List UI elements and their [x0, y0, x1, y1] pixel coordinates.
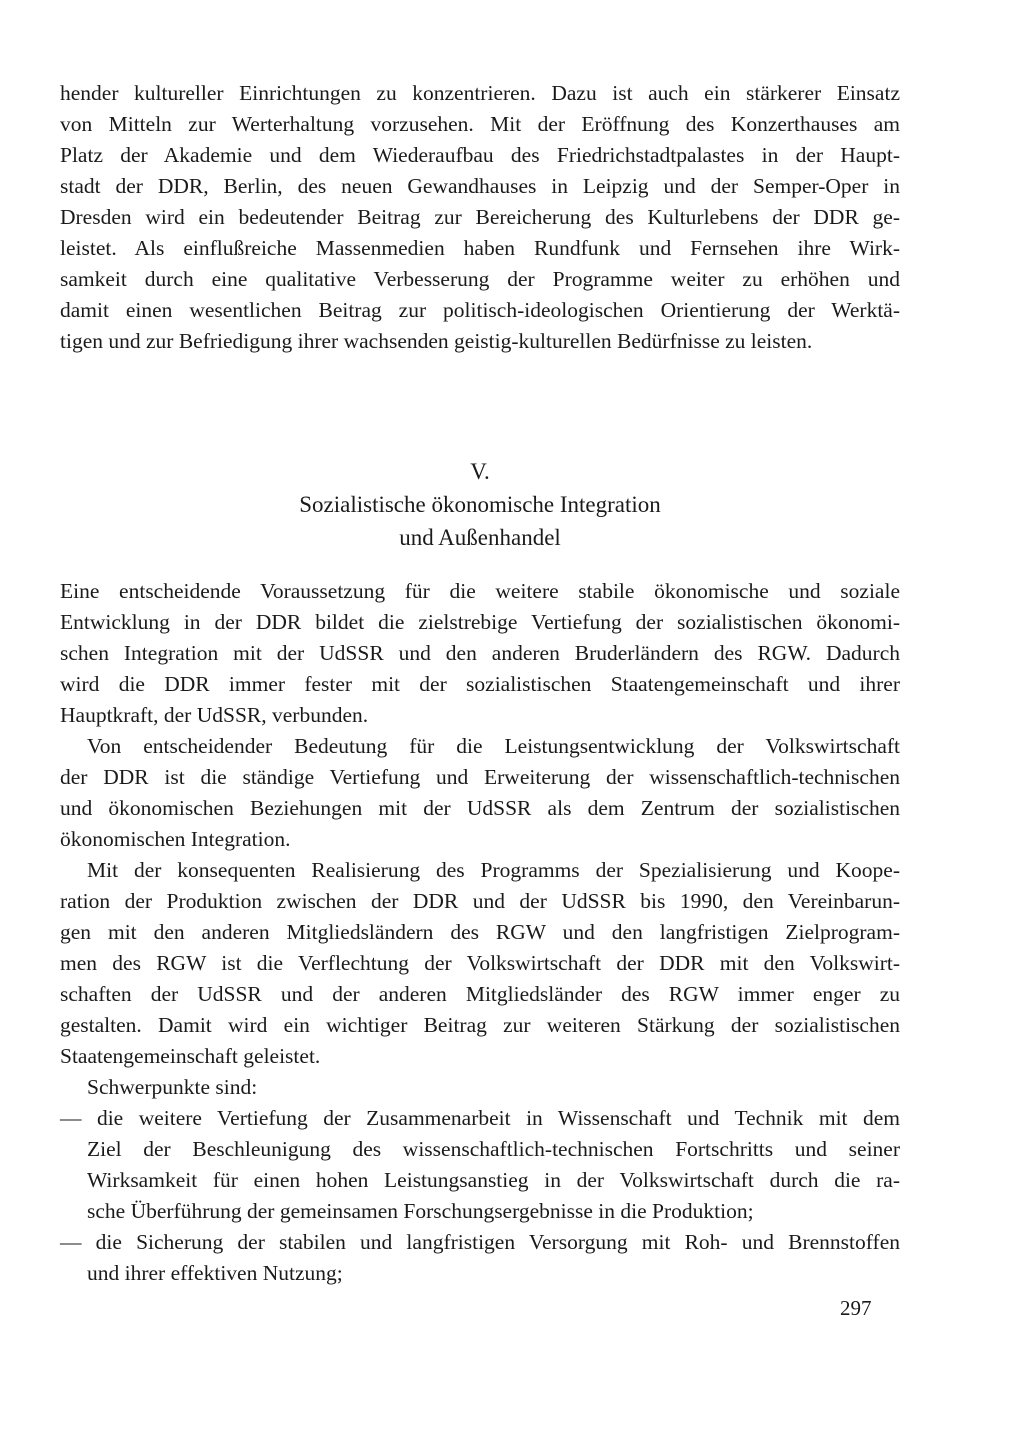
text-line: damit einen wesentlichen Beitrag zur politisch-ideologischen Orientierung der Werktä-	[60, 298, 900, 322]
text-line: tigen und zur Befriedigung ihrer wachsenden geistig-kulturellen Bedürfnisse zu leisten.	[60, 329, 813, 353]
text-line: der DDR ist die ständige Vertiefung und Erweiterung der wissenschaftlich-technischen	[60, 765, 900, 789]
text-line: wird die DDR immer fester mit der sozialistischen Staatengemeinschaft und ihrer	[60, 672, 900, 696]
paragraph-2	[60, 731, 900, 855]
schwerpunkte-label: Schwerpunkte sind:	[87, 1075, 258, 1099]
section-number: V.	[470, 459, 490, 484]
text-line: sche Überführung der gemeinsamen Forschungsergebnisse in die Produktion;	[87, 1199, 754, 1223]
text-line: samkeit durch eine qualitative Verbesserung der Programme weiter zu erhöhen und	[60, 267, 900, 291]
section-heading	[60, 455, 900, 554]
list-item	[60, 1227, 900, 1289]
text-line: Eine entscheidende Voraussetzung für die weitere stabile ökonomische und soziale	[60, 579, 900, 603]
text-line: Staatengemeinschaft geleistet.	[60, 1044, 321, 1068]
text-line: und ökonomischen Beziehungen mit der UdSSR als dem Zentrum der sozialistischen	[60, 796, 900, 820]
list-item	[60, 1103, 900, 1227]
text-line: schen Integration mit der UdSSR und den anderen Bruderländern des RGW. Dadurch	[60, 641, 900, 665]
text-line: schaften der UdSSR und der anderen Mitgliedsländer des RGW immer enger zu	[60, 982, 900, 1006]
text-line: gestalten. Damit wird ein wichtiger Beitrag zur weiteren Stärkung der sozialistischen	[60, 1013, 900, 1037]
page-number: 297	[840, 1296, 872, 1320]
intro-paragraph	[60, 78, 900, 357]
text-line: Entwicklung in der DDR bildet die zielstrebige Vertiefung der sozialistischen ökonomi-	[60, 610, 900, 634]
text-line: von Mitteln zur Werterhaltung vorzusehen. Mit der Eröffnung des Konzerthauses am	[60, 112, 900, 136]
text-line: gen mit den anderen Mitgliedsländern des RGW und den langfristigen Zielprogram-	[60, 920, 900, 944]
text-line: ration der Produktion zwischen der DDR und der UdSSR bis 1990, den Vereinbarun-	[60, 889, 900, 913]
text-line: Mit der konsequenten Realisierung des Programms der Spezialisierung und Koope-	[87, 858, 900, 882]
text-line: Dresden wird ein bedeutender Beitrag zur Bereicherung des Kulturlebens der DDR ge-	[60, 205, 900, 229]
paragraph-3	[60, 855, 900, 1072]
text-line: ökonomischen Integration.	[60, 827, 291, 851]
text-line: und ihrer effektiven Nutzung;	[87, 1261, 343, 1285]
text-line: — die weitere Vertiefung der Zusammenarbeit in Wissenschaft und Technik mit dem	[60, 1106, 900, 1130]
text-line: Von entscheidender Bedeutung für die Leistungsentwicklung der Volkswirtschaft	[87, 734, 900, 758]
paragraph-1	[60, 576, 900, 731]
section-title-line1: Sozialistische ökonomische Integration	[299, 492, 661, 517]
heading-spacer	[60, 554, 900, 576]
text-line: Ziel der Beschleunigung des wissenschaftlich-technischen Fortschritts und seiner	[87, 1137, 900, 1161]
text-line: Hauptkraft, der UdSSR, verbunden.	[60, 703, 369, 727]
text-line: stadt der DDR, Berlin, des neuen Gewandhauses in Leipzig und der Semper-Oper in	[60, 174, 900, 198]
text-line: men des RGW ist die Verflechtung der Volkswirtschaft der DDR mit den Volkswirt-	[60, 951, 900, 975]
page-body	[60, 78, 900, 1289]
text-line: Wirksamkeit für einen hohen Leistungsanstieg in der Volkswirtschaft durch die ra-	[87, 1168, 900, 1192]
text-line: leistet. Als einflußreiche Massenmedien haben Rundfunk und Fernsehen ihre Wirk-	[60, 236, 900, 260]
text-line: Platz der Akademie und dem Wiederaufbau des Friedrichstadtpalastes in der Haupt-	[60, 143, 900, 167]
text-line: — die Sicherung der stabilen und langfristigen Versorgung mit Roh- und Brennstoffen	[60, 1230, 900, 1254]
text-line: hender kultureller Einrichtungen zu konzentrieren. Dazu ist auch ein stärkerer Einsatz	[60, 81, 900, 105]
section-title-line2: und Außenhandel	[399, 525, 561, 550]
